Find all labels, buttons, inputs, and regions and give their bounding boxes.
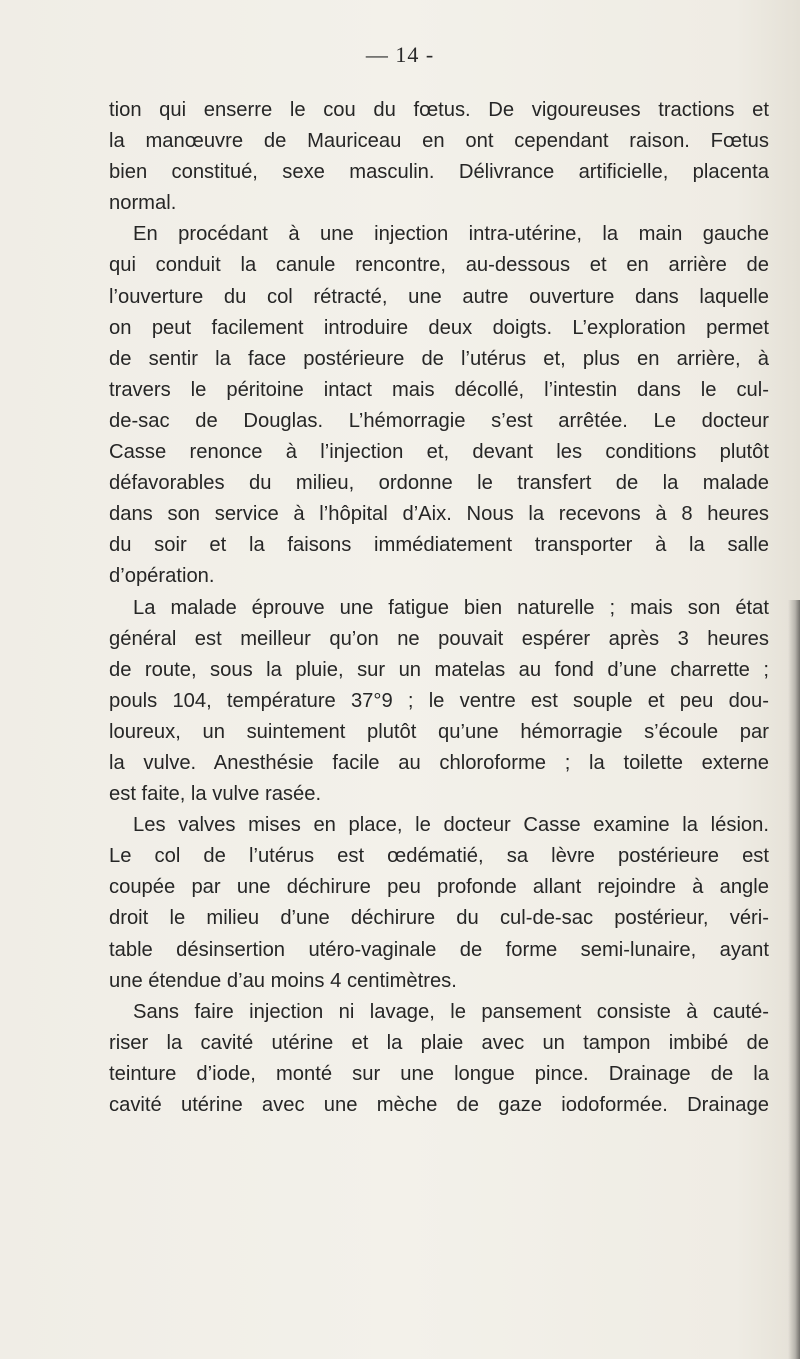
text-line: l’ouverture du col rétracté, une autre ouverture dans laquelle bbox=[109, 285, 769, 308]
text-line: pouls 104, température 37°9 ; le ventre est souple et peu dou- bbox=[109, 689, 769, 712]
text-line: une étendue d’au moins 4 centimètres. bbox=[109, 969, 457, 992]
text-line: coupée par une déchirure peu profonde allant rejoindre à angle bbox=[109, 876, 769, 899]
text-line: de sentir la face postérieure de l’utérus et, plus en arrière, à bbox=[109, 347, 769, 370]
text-line: de route, sous la pluie, sur un matelas au fond d’une charrette ; bbox=[109, 658, 769, 681]
text-line: Le col de l’utérus est œdématié, sa lèvre postérieure est bbox=[109, 845, 769, 868]
text-line: En procédant à une injection intra-utérine, la main gauche bbox=[133, 223, 769, 246]
text-line: loureux, un suintement plutôt qu’une hémorragie s’écoule par bbox=[109, 720, 769, 743]
text-line: du soir et la faisons immédiatement transporter à la salle bbox=[109, 534, 769, 557]
page-edge-shadow bbox=[788, 600, 800, 1359]
text-line: dans son service à l’hôpital d’Aix. Nous la recevons à 8 heures bbox=[109, 503, 769, 526]
text-line: Les valves mises en place, le docteur Casse examine la lésion. bbox=[133, 814, 769, 837]
text-line: riser la cavité utérine et la plaie avec un tampon imbibé de bbox=[109, 1031, 769, 1054]
page-number: — 14 - bbox=[365, 42, 435, 67]
text-line: d’opération. bbox=[109, 565, 215, 588]
text-line: on peut facilement introduire deux doigts. L’exploration permet bbox=[109, 316, 769, 339]
body-text bbox=[109, 95, 769, 1121]
text-line: cavité utérine avec une mèche de gaze iodoformée. Drainage bbox=[109, 1094, 769, 1116]
text-line: tion qui enserre le cou du fœtus. De vigoureuses tractions et bbox=[109, 99, 769, 121]
text-line: La malade éprouve une fatigue bien naturelle ; mais son état bbox=[133, 596, 769, 619]
text-line: teinture d’iode, monté sur une longue pince. Drainage de la bbox=[109, 1062, 769, 1085]
text-line: général est meilleur qu’on ne pouvait espérer après 3 heures bbox=[109, 627, 769, 650]
text-line: travers le péritoine intact mais décollé, l’intestin dans le cul- bbox=[109, 378, 769, 401]
text-line: table désinsertion utéro-vaginale de forme semi-lunaire, ayant bbox=[109, 938, 769, 961]
text-line: défavorables du milieu, ordonne le transfert de la malade bbox=[109, 472, 769, 495]
text-line: Sans faire injection ni lavage, le pansement consiste à cauté- bbox=[133, 1000, 769, 1023]
text-line: la manœuvre de Mauriceau en ont cependant raison. Fœtus bbox=[109, 130, 769, 153]
text-line: qui conduit la canule rencontre, au-dessous et en arrière de bbox=[109, 254, 769, 277]
text-line: de-sac de Douglas. L’hémorragie s’est arrêtée. Le docteur bbox=[109, 409, 769, 432]
text-line: Casse renonce à l’injection et, devant les conditions plutôt bbox=[109, 441, 769, 464]
text-line: bien constitué, sexe masculin. Délivrance artificielle, placenta bbox=[109, 161, 769, 184]
text-line: est faite, la vulve rasée. bbox=[109, 783, 322, 806]
text-line: droit le milieu d’une déchirure du cul-de-sac postérieur, véri- bbox=[109, 907, 769, 930]
text-line: normal. bbox=[109, 192, 177, 215]
text-line: la vulve. Anesthésie facile au chloroforme ; la toilette externe bbox=[109, 751, 769, 774]
